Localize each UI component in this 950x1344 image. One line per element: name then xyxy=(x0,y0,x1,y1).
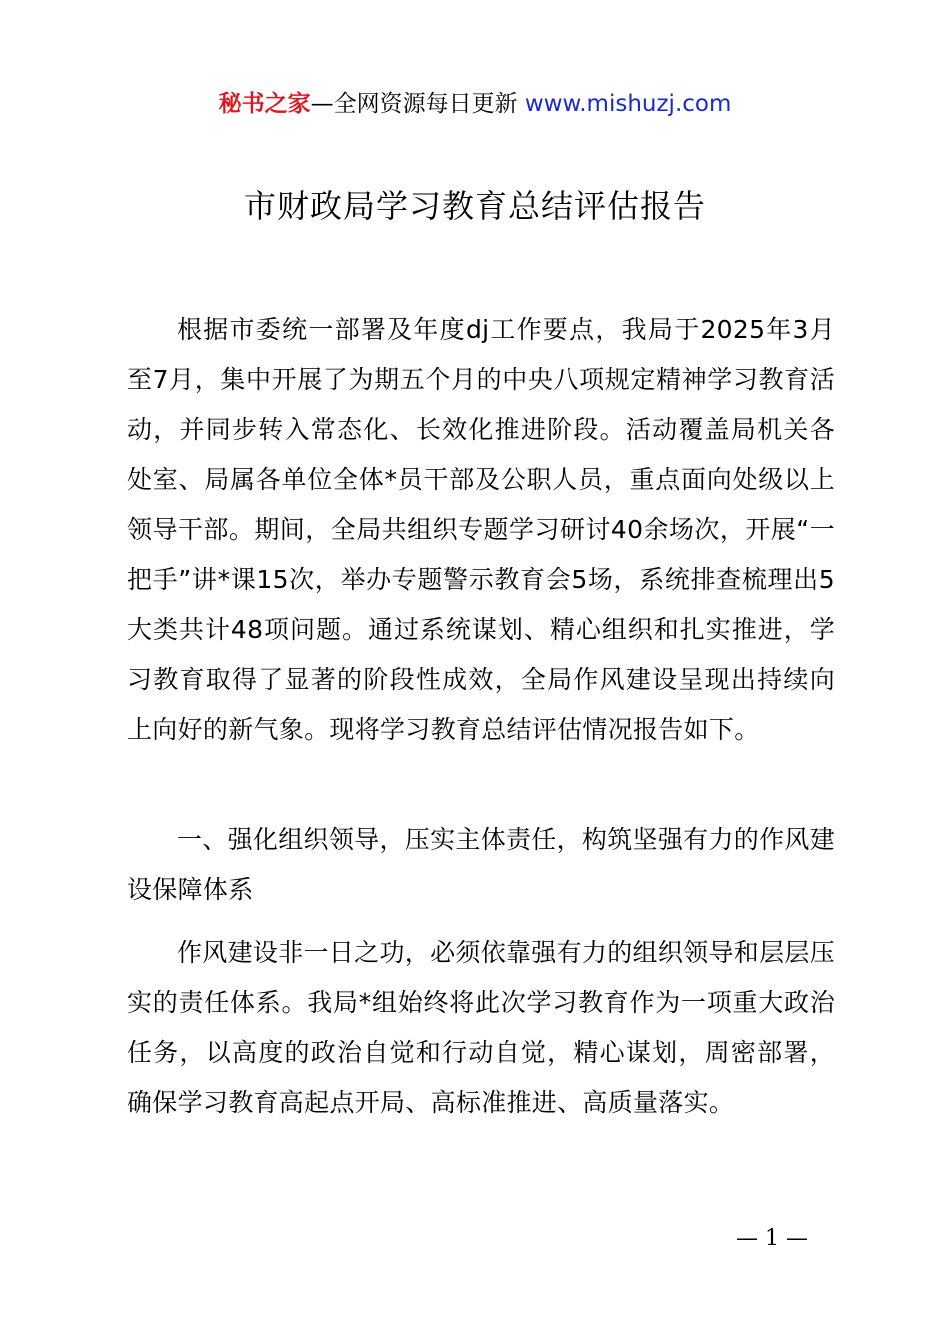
section-1-heading: 一、强化组织领导，压实主体责任，构筑坚强有力的作风建设保障体系 xyxy=(127,825,835,904)
section-heading-block xyxy=(127,815,835,915)
header-tagline: —全网资源每日更新 xyxy=(310,91,518,117)
website-link[interactable]: www.mishuzj.com xyxy=(524,91,732,117)
site-header xyxy=(0,88,950,120)
brand-name: 秘书之家 xyxy=(218,91,311,117)
section-1-paragraph: 作风建设非一日之功，必须依靠强有力的组织领导和层层压实的责任体系。我局*组始终将此次学习教育作为一项重大政治任务，以高度的政治自觉和行动自觉，精心谋划，周密部署，确保学习教育高起点开局、高标准推进、高质量落实。 xyxy=(127,938,835,1117)
page-number: — 1 — xyxy=(736,1226,808,1251)
intro-paragraph-block xyxy=(127,305,835,755)
intro-paragraph: 根据市委统一部署及年度dj工作要点，我局于2025年3月至7月，集中开展了为期五个月的中央八项规定精神学习教育活动，并同步转入常态化、长效化推进阶段。活动覆盖局机关各处室、局属各单位全体*员干部及公职人员，重点面向处级以上领导干部。期间，全局共组织专题学习研讨40余场次，开展“一把手”讲*课15次，举办专题警示教育会5场，系统排查梳理出5大类共计48项问题。通过系统谋划、精心组织和扎实推进，学习教育取得了显著的阶段性成效，全局作风建设呈现出持续向上向好的新气象。现将学习教育总结评估情况报告如下。 xyxy=(127,315,835,744)
section-paragraph-block xyxy=(127,928,835,1128)
document-title: 市财政局学习教育总结评估报告 xyxy=(243,187,706,225)
